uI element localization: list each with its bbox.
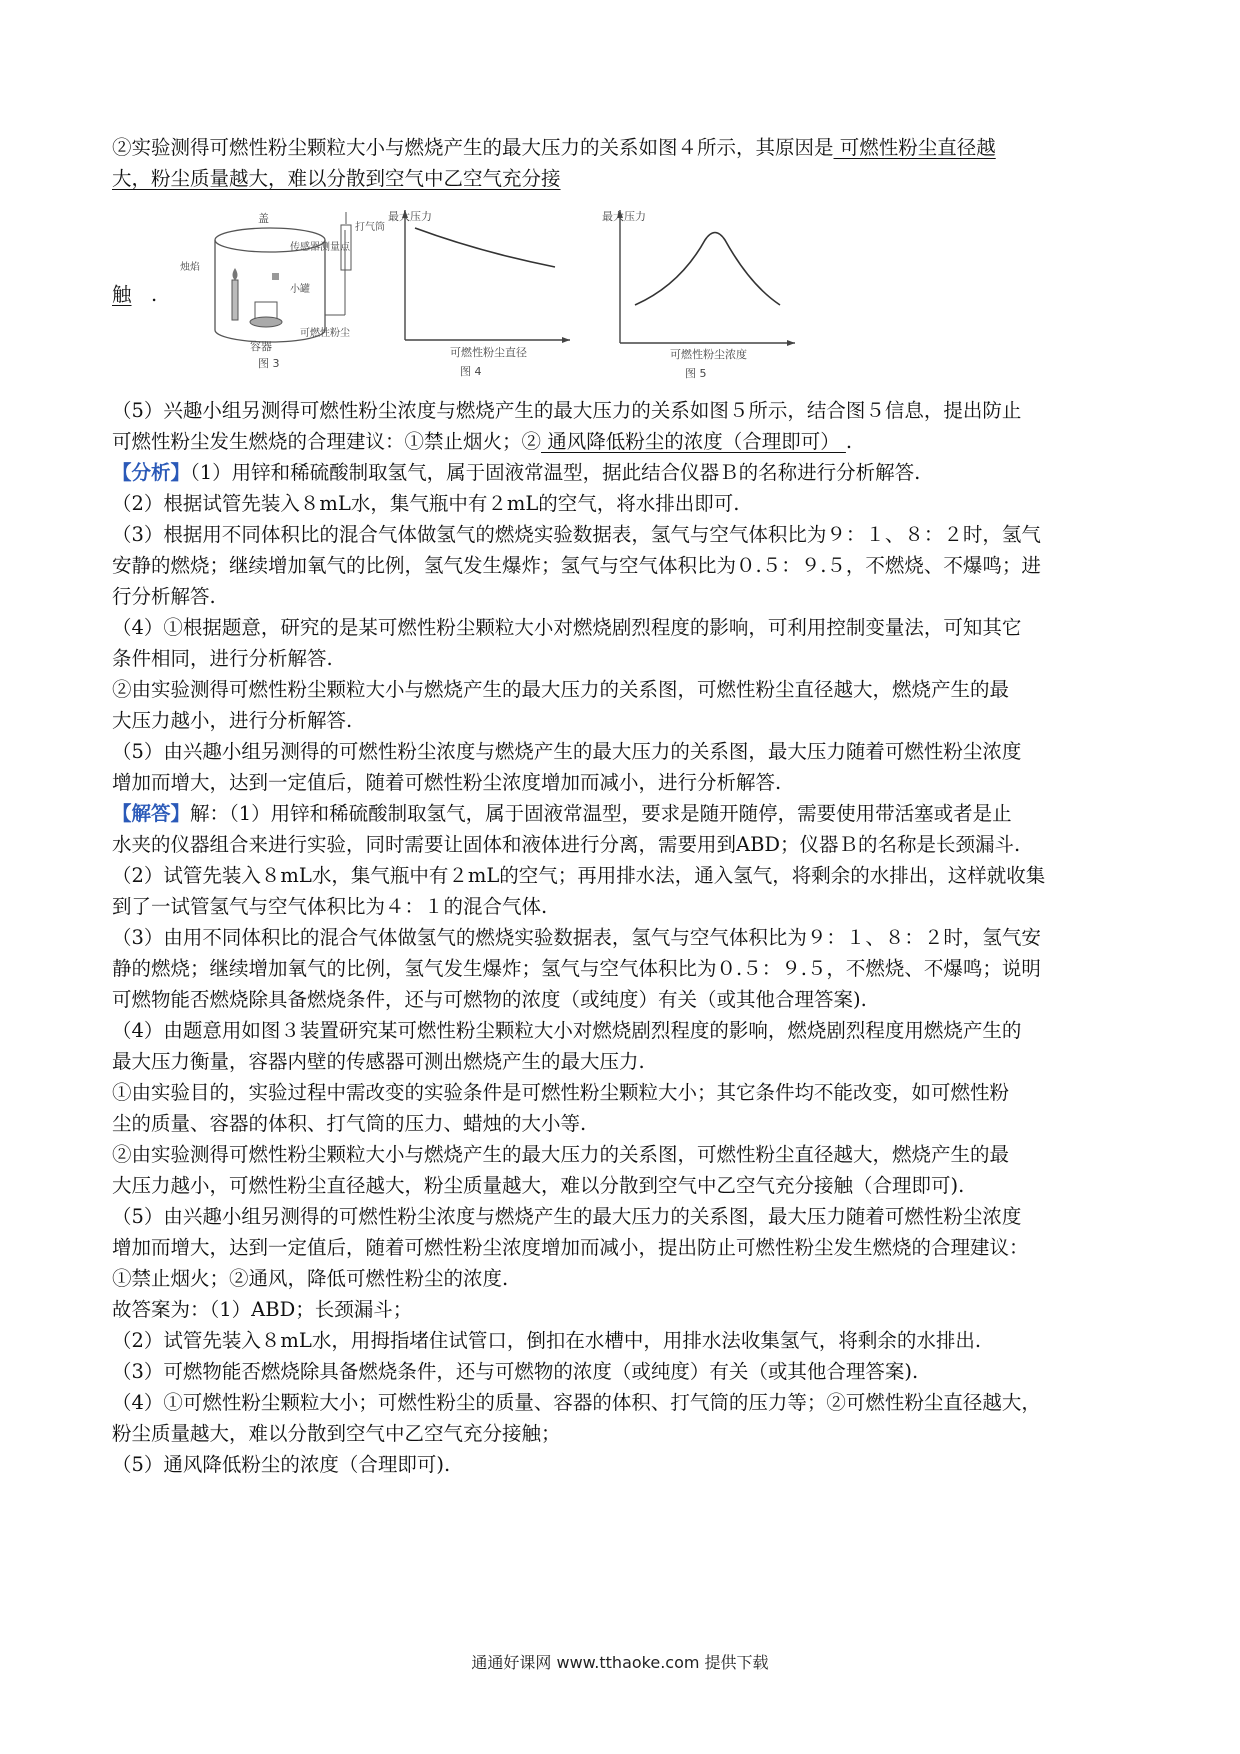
solution-line-9: 最大压力衡量，容器内壁的传感器可测出燃烧产生的最大压力. [112,1050,645,1073]
solution-line-13: 大压力越小，可燃性粉尘直径越大，粉尘质量越大，难以分散到空气中乙空气充分接触（合理即可). [112,1174,965,1197]
analysis-line-6: （4）①根据题意，研究的是某可燃性粉尘颗粒大小对燃烧剧烈程度的影响，可利用控制变量法，可知其它 [112,616,1022,639]
fig4-ylabel: 最大压力 [388,210,432,223]
fig3-lid-label: 盖 [258,212,269,225]
fig5-curve [635,233,780,306]
analysis-line-10: （5）由兴趣小组另测得的可燃性粉尘浓度与燃烧产生的最大压力的关系图，最大压力随着可燃性粉尘浓度 [112,740,1022,763]
answer-blank: 可燃性粉尘直径越 [833,136,996,159]
answer-line-1: 故答案为：（1）ABD；长颈漏斗； [112,1298,413,1321]
analysis-line-1: 【分析】（1）用锌和稀硫酸制取氢气，属于固液常温型，据此结合仪器Ｂ的名称进行分析解答. [112,461,921,484]
analysis-line-8: ②由实验测得可燃性粉尘颗粒大小与燃烧产生的最大压力的关系图，可燃性粉尘直径越大，燃烧产生的最 [112,678,1010,701]
solution-line-8: （4）由题意用如图３装置研究某可燃性粉尘颗粒大小对燃烧剧烈程度的影响，燃烧剧烈程度用燃烧产生的 [112,1019,1022,1042]
answer-line-2: （2）试管先装入８mL水，用拇指堵住试管口，倒扣在水槽中，用排水法收集氢气，将剩余的水排出. [112,1329,982,1352]
answer-line-3: （3）可燃物能否燃烧除具备燃烧条件，还与可燃物的浓度（或纯度）有关（或其他合理答案). [112,1360,919,1383]
solution-line-6: 静的燃烧；继续增加氧气的比例，氢气发生爆炸；氢气与空气体积比为０.５：９.５，不燃烧、不爆鸣；说明 [112,957,1041,980]
answer-line-4: （4）①可燃性粉尘颗粒大小；可燃性粉尘的质量、容器的体积、打气筒的压力等；②可燃性粉尘直径越大， [112,1391,1041,1414]
q5-line-1: （5）兴趣小组另测得可燃性粉尘浓度与燃烧产生的最大压力的关系如图５所示，结合图５信息，提出防止 [112,399,1022,422]
solution-line-1: 【解答】解：（1）用锌和稀硫酸制取氢气，属于固液常温型，要求是随开随停，需要使用带活塞或者是止 [112,802,1012,825]
fig5-xlabel: 可燃性粉尘浓度 [670,348,747,361]
solution-line-16: ①禁止烟火；②通风，降低可燃性粉尘的浓度. [112,1267,509,1290]
solution-line-4: 到了一试管氢气与空气体积比为４：１的混合气体. [112,895,548,918]
fig3-caption: 图 3 [258,357,280,370]
fig3-container-label: 容器 [250,340,272,353]
analysis-line-5: 行分析解答. [112,585,216,608]
answer-blank: 触 [112,283,132,306]
fig3-dust-label: 可燃性粉尘 [300,328,350,339]
solution-line-12: ②由实验测得可燃性粉尘颗粒大小与燃烧产生的最大压力的关系图，可燃性粉尘直径越大，燃烧产生的最 [112,1143,1010,1166]
answer-blank: 通风降低粉尘的浓度（合理即可） [541,430,846,453]
fig3-can-label: 小罐 [290,284,310,295]
figure-4-chart [388,209,570,378]
answer-blank: 大，粉尘质量越大，难以分散到空气中乙空气充分接 [112,167,561,190]
page-footer: 通通好课网 www.tthaoke.com 提供下载 [471,1653,769,1672]
q5-line-2: 可燃性粉尘发生燃烧的合理建议：①禁止烟火；② 通风降低粉尘的浓度（合理即可） . [112,430,853,453]
fig4-caption: 图 4 [460,365,482,378]
figures-row [180,210,910,415]
solution-line-3: （2）试管先装入８mL水，集气瓶中有２mL的空气；再用排水法，通入氢气，将剩余的水排出，这样就收集 [112,864,1046,887]
solution-tag: 【解答】 [112,802,191,825]
analysis-line-3: （3）根据用不同体积比的混合气体做氢气的燃烧实验数据表，氢气与空气体积比为９：１、８：２时，氢气 [112,523,1041,546]
solution-line-5: （3）由用不同体积比的混合气体做氢气的燃烧实验数据表，氢气与空气体积比为９：１、８：２时，氢气安 [112,926,1041,949]
q4-2-line-3: 触 . [112,283,158,306]
answer-line-5: 粉尘质量越大，难以分散到空气中乙空气充分接触； [112,1422,561,1445]
figure-5-chart [602,209,795,380]
solution-line-10: ①由实验目的，实验过程中需改变的实验条件是可燃性粉尘颗粒大小；其它条件均不能改变，如可燃性粉 [112,1081,1010,1104]
q4-2-line-2 [112,162,1127,196]
analysis-line-9: 大压力越小，进行分析解答. [112,709,353,732]
fig4-xlabel: 可燃性粉尘直径 [450,346,527,359]
analysis-line-2: （2）根据试管先装入８mL水，集气瓶中有２mL的空气，将水排出即可. [112,492,740,515]
fig5-caption: 图 5 [685,367,707,380]
solution-line-7: 可燃物能否燃烧除具备燃烧条件，还与可燃物的浓度（或纯度）有关（或其他合理答案). [112,988,867,1011]
figure-3-apparatus [180,212,385,370]
fig3-pump-label: 打气筒 [355,222,385,233]
solution-line-14: （5）由兴趣小组另测得的可燃性粉尘浓度与燃烧产生的最大压力的关系图，最大压力随着可燃性粉尘浓度 [112,1205,1022,1228]
analysis-line-4: 安静的燃烧；继续增加氧气的比例，氢气发生爆炸；氢气与空气体积比为０.５：９.５，不燃烧、不爆鸣；进 [112,554,1041,577]
solution-line-11: 尘的质量、容器的体积、打气筒的压力、蜡烛的大小等. [112,1112,587,1135]
fig4-curve [415,228,555,267]
analysis-line-11: 增加而增大，达到一定值后，随着可燃性粉尘浓度增加而减小，进行分析解答. [112,771,782,794]
analysis-tag: 【分析】 [112,461,191,484]
fig3-flame-label: 烛焰 [180,262,200,273]
q4-2-line-1: ②实验测得可燃性粉尘颗粒大小与燃烧产生的最大压力的关系如图４所示，其原因是 可燃性粉尘直径越 [112,136,996,159]
answer-line-6: （5）通风降低粉尘的浓度（合理即可). [112,1453,451,1476]
solution-line-2: 水夹的仪器组合来进行实验，同时需要让固体和液体进行分离，需要用到ABD；仪器Ｂ的名称是长颈漏斗. [112,833,1021,856]
fig5-ylabel: 最大压力 [602,210,646,223]
solution-line-15: 增加而增大，达到一定值后，随着可燃性粉尘浓度增加而减小，提出防止可燃性粉尘发生燃烧的合理建议： [112,1236,1029,1259]
fig3-sensor-label: 传感器测量点 [290,242,350,253]
analysis-line-7: 条件相同，进行分析解答. [112,647,333,670]
